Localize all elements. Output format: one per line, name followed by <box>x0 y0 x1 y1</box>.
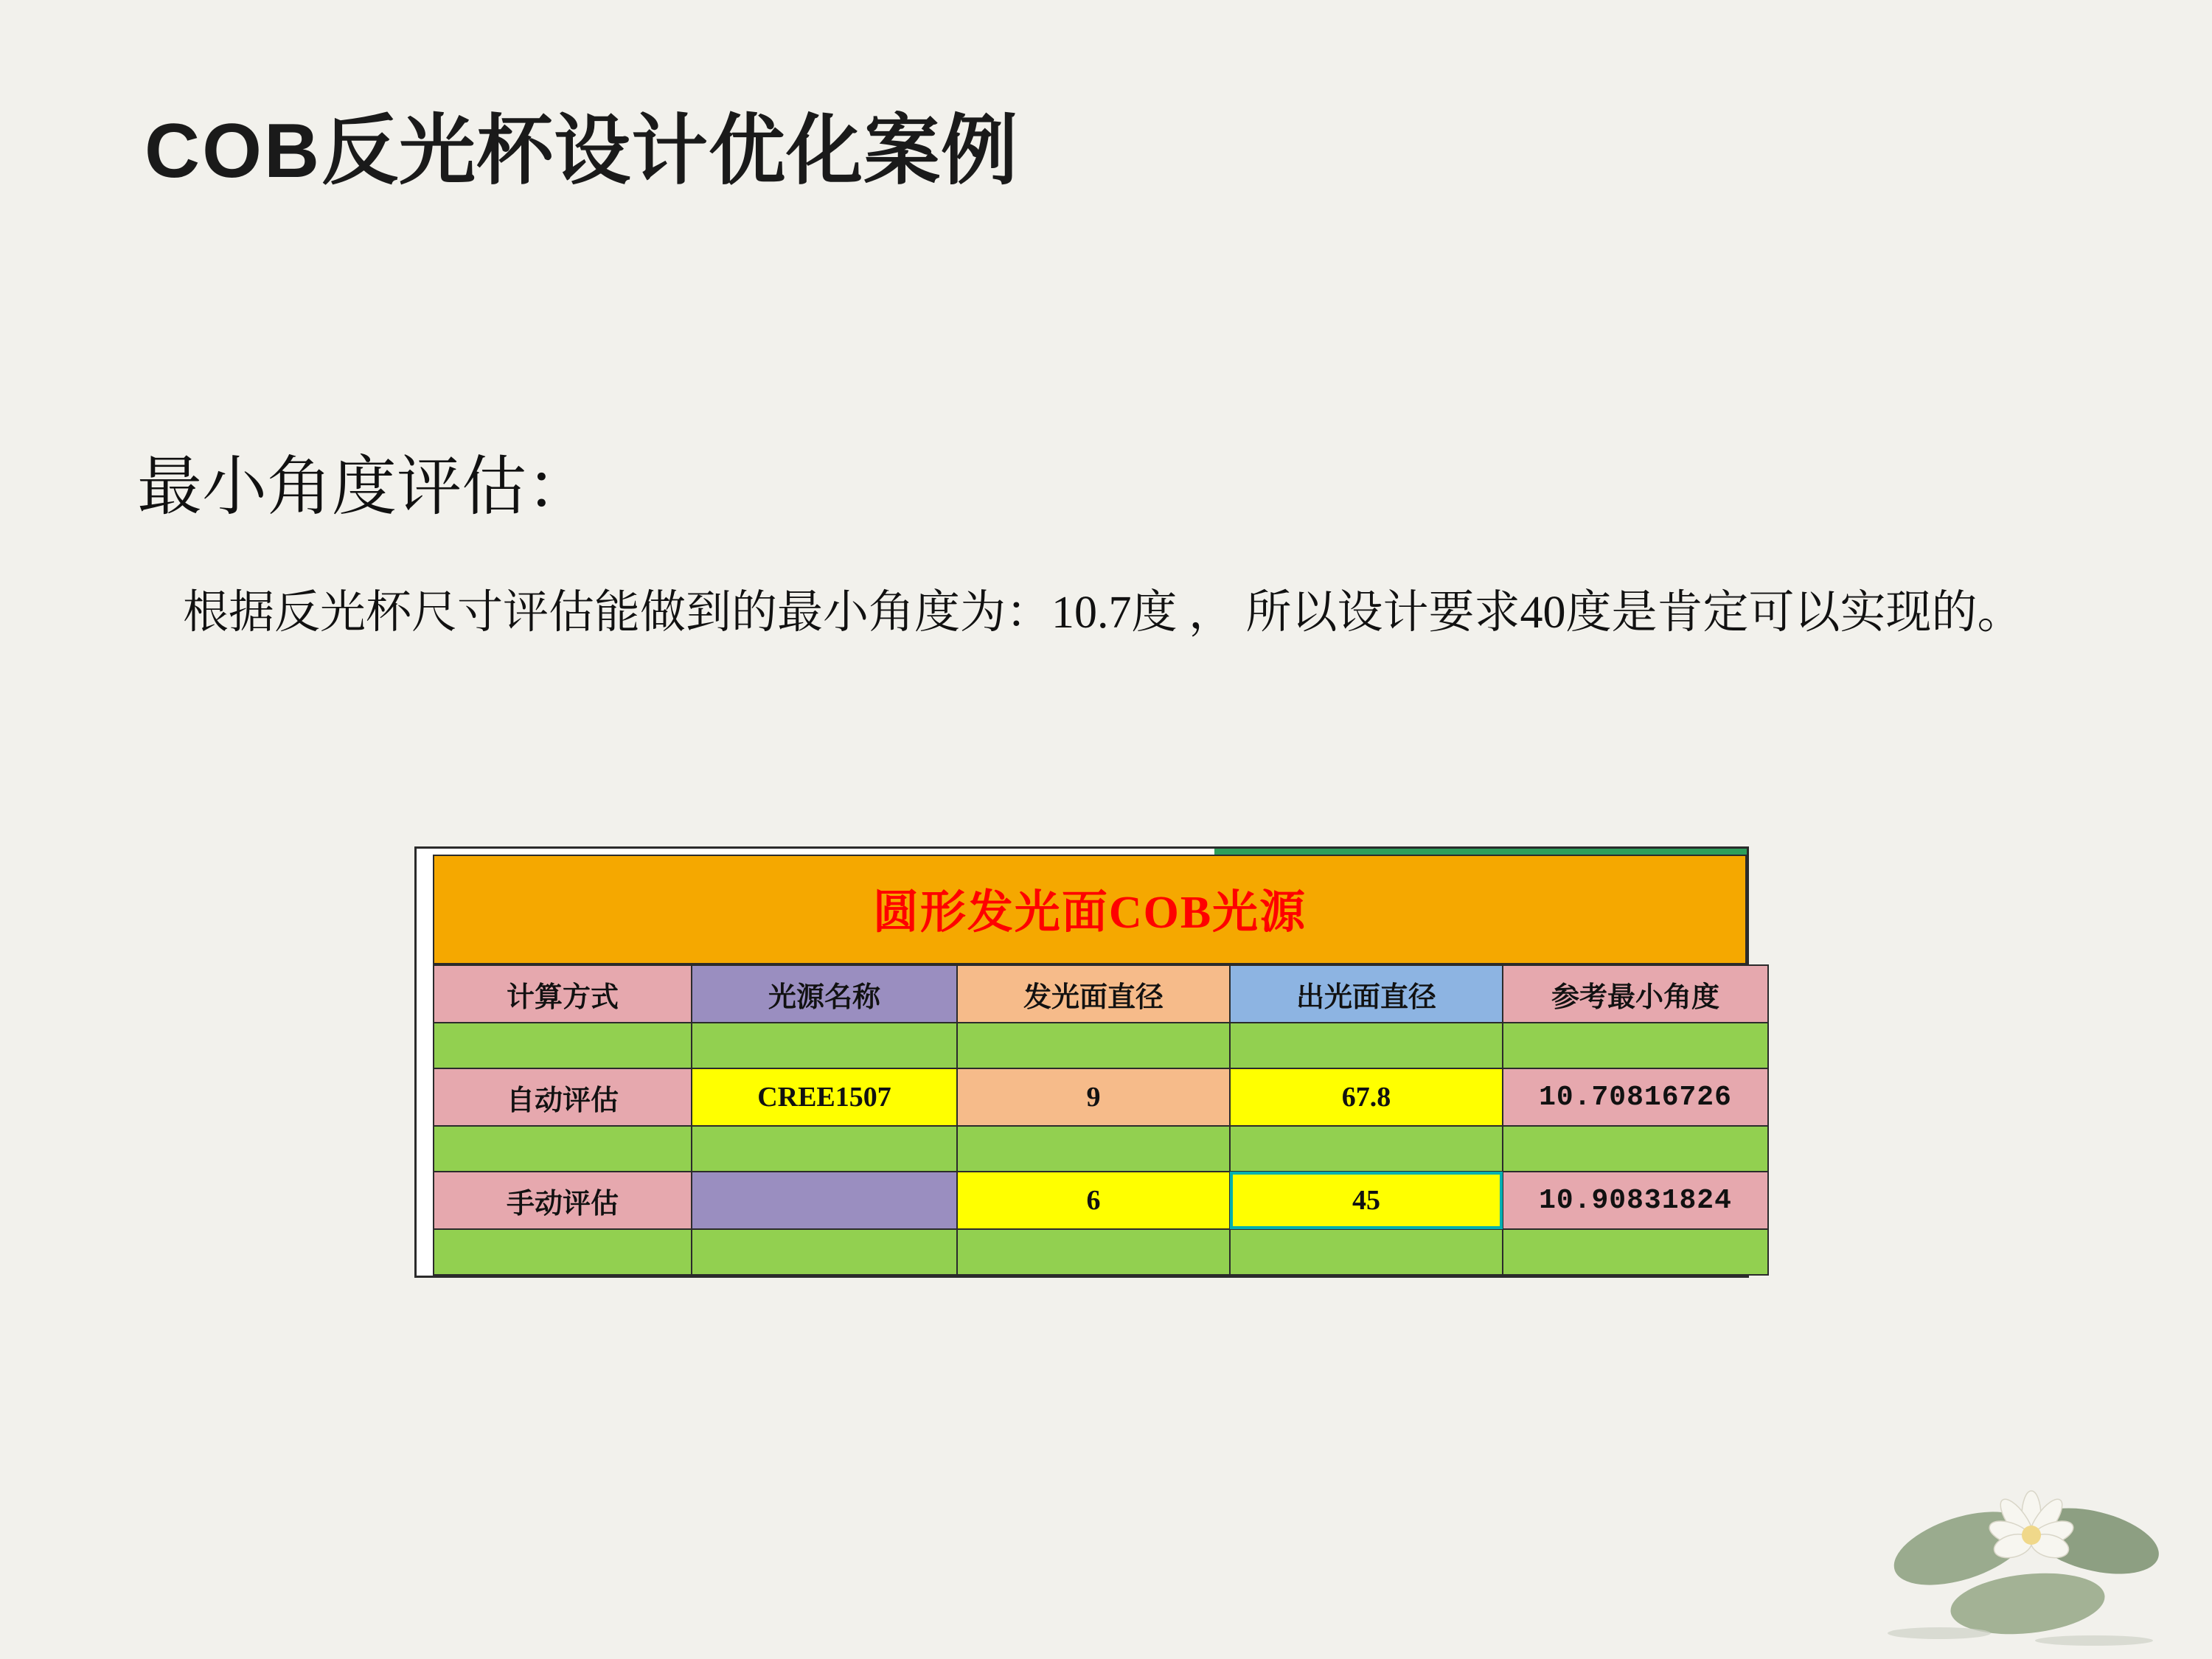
spacer-cell <box>1230 1023 1503 1068</box>
spacer-cell <box>1230 1126 1503 1172</box>
top-strip-highlight <box>1214 849 1747 855</box>
body-paragraph <box>137 582 2039 644</box>
spacer-cell <box>434 1023 692 1068</box>
column-header-source-name: 光源名称 <box>692 965 957 1023</box>
spacer-cell <box>1503 1229 1768 1275</box>
column-header-emit-diameter: 发光面直径 <box>957 965 1230 1023</box>
spacer-cell <box>692 1126 957 1172</box>
table-spacer-row <box>434 1229 1768 1275</box>
cell-emit-diameter-manual: 6 <box>957 1172 1230 1229</box>
spacer-cell <box>434 1229 692 1275</box>
spreadsheet-inner <box>417 849 1747 1276</box>
section-heading: 最小角度评估： <box>137 452 592 524</box>
cell-exit-diameter-auto: 67.8 <box>1230 1068 1503 1126</box>
column-header-exit-diameter: 出光面直径 <box>1230 965 1503 1023</box>
spacer-cell <box>1503 1126 1768 1172</box>
spreadsheet-banner-text: 圆形发光面COB光源 <box>872 888 1307 938</box>
lotus-flower-decoration <box>1873 1430 2190 1652</box>
table-spacer-row <box>434 1023 1768 1068</box>
spreadsheet-table <box>433 964 1769 1276</box>
cell-method-manual: 手动评估 <box>434 1172 692 1229</box>
top-strip-left <box>433 849 1214 855</box>
cell-method-auto: 自动评估 <box>434 1068 692 1126</box>
cell-exit-diameter-manual-selected: 45 <box>1230 1172 1503 1229</box>
cell-source-name-manual <box>692 1172 957 1229</box>
body-paragraph-text: 根据反光杯尺寸评估能做到的最小角度为：10.7度 ， 所以设计要求40度是肯定可以实现的。 <box>183 588 2023 638</box>
spreadsheet-image <box>414 846 1749 1278</box>
spacer-cell <box>434 1126 692 1172</box>
spreadsheet-top-strip <box>433 849 1747 855</box>
spacer-cell <box>692 1229 957 1275</box>
page-title <box>145 88 1018 199</box>
cell-min-angle-auto: 10.70816726 <box>1503 1068 1768 1126</box>
page-title-latin: COB <box>145 108 322 194</box>
column-header-method: 计算方式 <box>434 965 692 1023</box>
table-row <box>434 1172 1768 1229</box>
table-spacer-row <box>434 1126 1768 1172</box>
spacer-cell <box>1230 1229 1503 1275</box>
spacer-cell <box>692 1023 957 1068</box>
cell-source-name-auto: CREE1507 <box>692 1068 957 1126</box>
table-row <box>434 1068 1768 1126</box>
table-header-row <box>434 965 1768 1023</box>
page-title-cjk: 反光杯设计优化案例 <box>321 108 1019 194</box>
spacer-cell <box>957 1126 1230 1172</box>
column-header-min-angle: 参考最小角度 <box>1503 965 1768 1023</box>
spreadsheet-banner <box>433 855 1747 964</box>
spacer-cell <box>1503 1023 1768 1068</box>
cell-min-angle-manual: 10.90831824 <box>1503 1172 1768 1229</box>
spacer-cell <box>957 1023 1230 1068</box>
cell-emit-diameter-auto: 9 <box>957 1068 1230 1126</box>
spacer-cell <box>957 1229 1230 1275</box>
